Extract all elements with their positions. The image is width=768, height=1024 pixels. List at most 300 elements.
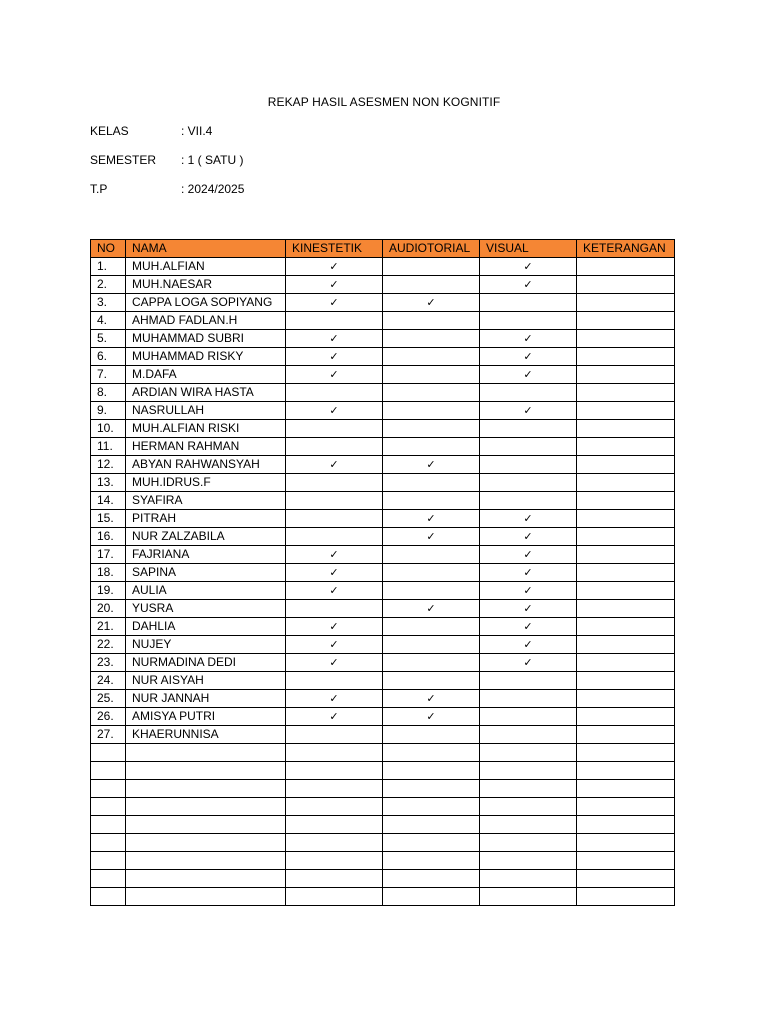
row-number: 9. — [91, 402, 126, 420]
checkmark-icon: ✓ — [329, 584, 339, 597]
kinestetik-cell — [286, 582, 383, 600]
table-row — [91, 420, 675, 438]
keterangan-cell — [577, 708, 675, 726]
audiotorial-cell — [383, 672, 480, 690]
empty-cell — [480, 870, 577, 888]
empty-table-row — [91, 780, 675, 798]
table-body — [91, 258, 675, 906]
visual-cell — [480, 708, 577, 726]
visual-cell — [480, 438, 577, 456]
kinestetik-cell — [286, 438, 383, 456]
row-number: 12. — [91, 456, 126, 474]
table-row — [91, 402, 675, 420]
header-kinestetik: KINESTETIK — [286, 240, 383, 258]
table-row — [91, 438, 675, 456]
empty-cell — [91, 816, 126, 834]
table-row — [91, 294, 675, 312]
visual-cell — [480, 258, 577, 276]
student-name: MUH.ALFIAN RISKI — [126, 420, 286, 438]
audiotorial-cell — [383, 402, 480, 420]
audiotorial-cell — [383, 276, 480, 294]
audiotorial-cell — [383, 384, 480, 402]
kinestetik-cell — [286, 636, 383, 654]
student-name: NUR ZALZABILA — [126, 528, 286, 546]
checkmark-icon: ✓ — [426, 512, 436, 525]
kinestetik-cell — [286, 492, 383, 510]
student-name: NASRULLAH — [126, 402, 286, 420]
empty-cell — [577, 798, 675, 816]
row-number: 18. — [91, 564, 126, 582]
empty-table-row — [91, 798, 675, 816]
meta-semester-value: : 1 ( SATU ) — [181, 153, 244, 167]
keterangan-cell — [577, 348, 675, 366]
audiotorial-cell — [383, 366, 480, 384]
row-number: 1. — [91, 258, 126, 276]
empty-cell — [383, 870, 480, 888]
empty-cell — [286, 888, 383, 906]
row-number: 2. — [91, 276, 126, 294]
row-number: 22. — [91, 636, 126, 654]
checkmark-icon: ✓ — [523, 602, 533, 615]
empty-cell — [480, 798, 577, 816]
keterangan-cell — [577, 564, 675, 582]
row-number: 4. — [91, 312, 126, 330]
table-row — [91, 726, 675, 744]
keterangan-cell — [577, 402, 675, 420]
audiotorial-cell — [383, 420, 480, 438]
empty-cell — [286, 780, 383, 798]
checkmark-icon: ✓ — [329, 620, 339, 633]
visual-cell — [480, 456, 577, 474]
table-row — [91, 474, 675, 492]
kinestetik-cell — [286, 258, 383, 276]
table-row — [91, 330, 675, 348]
empty-cell — [383, 834, 480, 852]
table-row — [91, 672, 675, 690]
checkmark-icon: ✓ — [523, 368, 533, 381]
visual-cell — [480, 636, 577, 654]
kinestetik-cell — [286, 294, 383, 312]
table-row — [91, 654, 675, 672]
kinestetik-cell — [286, 312, 383, 330]
kinestetik-cell — [286, 384, 383, 402]
row-number: 27. — [91, 726, 126, 744]
checkmark-icon: ✓ — [329, 332, 339, 345]
keterangan-cell — [577, 510, 675, 528]
table-row — [91, 546, 675, 564]
empty-cell — [383, 780, 480, 798]
visual-cell — [480, 384, 577, 402]
visual-cell — [480, 420, 577, 438]
empty-table-row — [91, 744, 675, 762]
table-row — [91, 510, 675, 528]
kinestetik-cell — [286, 330, 383, 348]
checkmark-icon: ✓ — [523, 512, 533, 525]
empty-table-row — [91, 834, 675, 852]
student-name: MUHAMMAD SUBRI — [126, 330, 286, 348]
audiotorial-cell — [383, 654, 480, 672]
audiotorial-cell — [383, 636, 480, 654]
meta-tp-label: T.P — [90, 182, 108, 196]
keterangan-cell — [577, 438, 675, 456]
audiotorial-cell — [383, 492, 480, 510]
table-row — [91, 582, 675, 600]
checkmark-icon: ✓ — [329, 692, 339, 705]
empty-table-row — [91, 870, 675, 888]
audiotorial-cell — [383, 312, 480, 330]
student-name: AULIA — [126, 582, 286, 600]
row-number: 16. — [91, 528, 126, 546]
row-number: 8. — [91, 384, 126, 402]
row-number: 17. — [91, 546, 126, 564]
checkmark-icon: ✓ — [426, 692, 436, 705]
empty-cell — [577, 870, 675, 888]
checkmark-icon: ✓ — [523, 404, 533, 417]
checkmark-icon: ✓ — [329, 278, 339, 291]
empty-cell — [126, 888, 286, 906]
keterangan-cell — [577, 672, 675, 690]
keterangan-cell — [577, 618, 675, 636]
student-name: NUR JANNAH — [126, 690, 286, 708]
empty-cell — [577, 888, 675, 906]
checkmark-icon: ✓ — [426, 296, 436, 309]
keterangan-cell — [577, 600, 675, 618]
checkmark-icon: ✓ — [329, 656, 339, 669]
audiotorial-cell — [383, 690, 480, 708]
empty-cell — [126, 852, 286, 870]
keterangan-cell — [577, 330, 675, 348]
checkmark-icon: ✓ — [329, 296, 339, 309]
empty-cell — [286, 870, 383, 888]
table-row — [91, 600, 675, 618]
audiotorial-cell — [383, 708, 480, 726]
student-name: NURMADINA DEDI — [126, 654, 286, 672]
audiotorial-cell — [383, 330, 480, 348]
table-row — [91, 618, 675, 636]
empty-cell — [126, 780, 286, 798]
empty-cell — [577, 762, 675, 780]
row-number: 7. — [91, 366, 126, 384]
row-number: 5. — [91, 330, 126, 348]
visual-cell — [480, 690, 577, 708]
checkmark-icon: ✓ — [426, 530, 436, 543]
kinestetik-cell — [286, 708, 383, 726]
kinestetik-cell — [286, 546, 383, 564]
empty-cell — [286, 798, 383, 816]
row-number: 20. — [91, 600, 126, 618]
empty-cell — [577, 816, 675, 834]
empty-cell — [91, 834, 126, 852]
row-number: 25. — [91, 690, 126, 708]
row-number: 14. — [91, 492, 126, 510]
empty-cell — [577, 744, 675, 762]
empty-cell — [91, 762, 126, 780]
audiotorial-cell — [383, 582, 480, 600]
student-name: FAJRIANA — [126, 546, 286, 564]
document-title: REKAP HASIL ASESMEN NON KOGNITIF — [267, 95, 501, 109]
visual-cell — [480, 312, 577, 330]
checkmark-icon: ✓ — [523, 638, 533, 651]
keterangan-cell — [577, 258, 675, 276]
student-name: MUH.NAESAR — [126, 276, 286, 294]
empty-cell — [286, 834, 383, 852]
audiotorial-cell — [383, 294, 480, 312]
kinestetik-cell — [286, 276, 383, 294]
keterangan-cell — [577, 420, 675, 438]
visual-cell — [480, 276, 577, 294]
table-row — [91, 708, 675, 726]
empty-cell — [286, 762, 383, 780]
meta-kelas-value: : VII.4 — [181, 124, 213, 138]
kinestetik-cell — [286, 366, 383, 384]
visual-cell — [480, 546, 577, 564]
row-number: 23. — [91, 654, 126, 672]
keterangan-cell — [577, 294, 675, 312]
visual-cell — [480, 474, 577, 492]
kinestetik-cell — [286, 654, 383, 672]
row-number: 6. — [91, 348, 126, 366]
keterangan-cell — [577, 276, 675, 294]
empty-cell — [126, 870, 286, 888]
meta-tp-value: : 2024/2025 — [181, 182, 245, 196]
kinestetik-cell — [286, 456, 383, 474]
visual-cell — [480, 528, 577, 546]
keterangan-cell — [577, 726, 675, 744]
audiotorial-cell — [383, 456, 480, 474]
keterangan-cell — [577, 384, 675, 402]
empty-cell — [383, 888, 480, 906]
empty-cell — [91, 888, 126, 906]
checkmark-icon: ✓ — [329, 566, 339, 579]
row-number: 21. — [91, 618, 126, 636]
empty-cell — [480, 762, 577, 780]
keterangan-cell — [577, 546, 675, 564]
table-row — [91, 690, 675, 708]
empty-table-row — [91, 816, 675, 834]
student-name: HERMAN RAHMAN — [126, 438, 286, 456]
empty-cell — [383, 852, 480, 870]
empty-cell — [91, 852, 126, 870]
student-name: YUSRA — [126, 600, 286, 618]
empty-cell — [383, 744, 480, 762]
empty-table-row — [91, 762, 675, 780]
empty-cell — [480, 888, 577, 906]
meta-semester-label: SEMESTER — [90, 153, 157, 167]
empty-cell — [383, 798, 480, 816]
empty-cell — [286, 744, 383, 762]
visual-cell — [480, 330, 577, 348]
audiotorial-cell — [383, 618, 480, 636]
student-name: KHAERUNNISA — [126, 726, 286, 744]
student-name: AMISYA PUTRI — [126, 708, 286, 726]
row-number: 19. — [91, 582, 126, 600]
student-name: DAHLIA — [126, 618, 286, 636]
kinestetik-cell — [286, 726, 383, 744]
checkmark-icon: ✓ — [329, 710, 339, 723]
header-no: NO — [91, 240, 126, 258]
table-row — [91, 492, 675, 510]
checkmark-icon: ✓ — [523, 620, 533, 633]
empty-cell — [126, 762, 286, 780]
visual-cell — [480, 492, 577, 510]
student-name: SAPINA — [126, 564, 286, 582]
checkmark-icon: ✓ — [523, 656, 533, 669]
empty-cell — [577, 852, 675, 870]
checkmark-icon: ✓ — [523, 332, 533, 345]
student-name: M.DAFA — [126, 366, 286, 384]
visual-cell — [480, 402, 577, 420]
row-number: 24. — [91, 672, 126, 690]
empty-cell — [91, 780, 126, 798]
keterangan-cell — [577, 366, 675, 384]
empty-cell — [91, 798, 126, 816]
empty-cell — [480, 744, 577, 762]
checkmark-icon: ✓ — [523, 350, 533, 363]
visual-cell — [480, 672, 577, 690]
keterangan-cell — [577, 582, 675, 600]
visual-cell — [480, 726, 577, 744]
kinestetik-cell — [286, 474, 383, 492]
row-number: 15. — [91, 510, 126, 528]
visual-cell — [480, 564, 577, 582]
audiotorial-cell — [383, 564, 480, 582]
audiotorial-cell — [383, 600, 480, 618]
empty-cell — [286, 852, 383, 870]
row-number: 26. — [91, 708, 126, 726]
audiotorial-cell — [383, 546, 480, 564]
empty-cell — [577, 834, 675, 852]
empty-cell — [126, 798, 286, 816]
kinestetik-cell — [286, 402, 383, 420]
student-name: SYAFIRA — [126, 492, 286, 510]
table-row — [91, 366, 675, 384]
keterangan-cell — [577, 492, 675, 510]
visual-cell — [480, 600, 577, 618]
header-keterangan: KETERANGAN — [577, 240, 675, 258]
checkmark-icon: ✓ — [329, 260, 339, 273]
checkmark-icon: ✓ — [329, 458, 339, 471]
row-number: 3. — [91, 294, 126, 312]
empty-cell — [480, 816, 577, 834]
empty-table-row — [91, 888, 675, 906]
keterangan-cell — [577, 636, 675, 654]
row-number: 11. — [91, 438, 126, 456]
visual-cell — [480, 294, 577, 312]
checkmark-icon: ✓ — [329, 350, 339, 363]
header-visual: VISUAL — [480, 240, 577, 258]
table-row — [91, 636, 675, 654]
table-row — [91, 564, 675, 582]
kinestetik-cell — [286, 600, 383, 618]
header-nama: NAMA — [126, 240, 286, 258]
empty-cell — [383, 762, 480, 780]
kinestetik-cell — [286, 528, 383, 546]
visual-cell — [480, 654, 577, 672]
audiotorial-cell — [383, 726, 480, 744]
keterangan-cell — [577, 690, 675, 708]
student-name: NUR AISYAH — [126, 672, 286, 690]
keterangan-cell — [577, 654, 675, 672]
empty-cell — [383, 816, 480, 834]
table-row — [91, 312, 675, 330]
keterangan-cell — [577, 312, 675, 330]
table-row — [91, 384, 675, 402]
checkmark-icon: ✓ — [523, 278, 533, 291]
table-row — [91, 258, 675, 276]
student-name: CAPPA LOGA SOPIYANG — [126, 294, 286, 312]
empty-cell — [91, 870, 126, 888]
keterangan-cell — [577, 528, 675, 546]
audiotorial-cell — [383, 510, 480, 528]
empty-cell — [480, 852, 577, 870]
checkmark-icon: ✓ — [426, 602, 436, 615]
audiotorial-cell — [383, 348, 480, 366]
empty-cell — [126, 816, 286, 834]
audiotorial-cell — [383, 528, 480, 546]
kinestetik-cell — [286, 672, 383, 690]
visual-cell — [480, 348, 577, 366]
visual-cell — [480, 510, 577, 528]
checkmark-icon: ✓ — [329, 404, 339, 417]
row-number: 10. — [91, 420, 126, 438]
kinestetik-cell — [286, 618, 383, 636]
empty-cell — [480, 780, 577, 798]
checkmark-icon: ✓ — [523, 548, 533, 561]
audiotorial-cell — [383, 474, 480, 492]
empty-cell — [126, 744, 286, 762]
table-row — [91, 528, 675, 546]
audiotorial-cell — [383, 438, 480, 456]
student-name: AHMAD FADLAN.H — [126, 312, 286, 330]
checkmark-icon: ✓ — [523, 260, 533, 273]
visual-cell — [480, 366, 577, 384]
keterangan-cell — [577, 456, 675, 474]
student-name: MUH.ALFIAN — [126, 258, 286, 276]
table-header-row — [91, 240, 675, 258]
empty-cell — [577, 780, 675, 798]
kinestetik-cell — [286, 690, 383, 708]
student-name: MUHAMMAD RISKY — [126, 348, 286, 366]
visual-cell — [480, 582, 577, 600]
kinestetik-cell — [286, 564, 383, 582]
empty-cell — [126, 834, 286, 852]
meta-kelas-label: KELAS — [90, 124, 129, 138]
keterangan-cell — [577, 474, 675, 492]
checkmark-icon: ✓ — [426, 710, 436, 723]
student-name: MUH.IDRUS.F — [126, 474, 286, 492]
table-row — [91, 276, 675, 294]
student-name: ARDIAN WIRA HASTA — [126, 384, 286, 402]
checkmark-icon: ✓ — [329, 548, 339, 561]
checkmark-icon: ✓ — [426, 458, 436, 471]
recap-table — [90, 239, 675, 906]
checkmark-icon: ✓ — [523, 584, 533, 597]
empty-cell — [480, 834, 577, 852]
student-name: PITRAH — [126, 510, 286, 528]
student-name: ABYAN RAHWANSYAH — [126, 456, 286, 474]
empty-cell — [91, 744, 126, 762]
empty-cell — [286, 816, 383, 834]
kinestetik-cell — [286, 348, 383, 366]
kinestetik-cell — [286, 510, 383, 528]
checkmark-icon: ✓ — [523, 530, 533, 543]
student-name: NUJEY — [126, 636, 286, 654]
checkmark-icon: ✓ — [329, 638, 339, 651]
table-row — [91, 348, 675, 366]
checkmark-icon: ✓ — [329, 368, 339, 381]
visual-cell — [480, 618, 577, 636]
checkmark-icon: ✓ — [523, 566, 533, 579]
